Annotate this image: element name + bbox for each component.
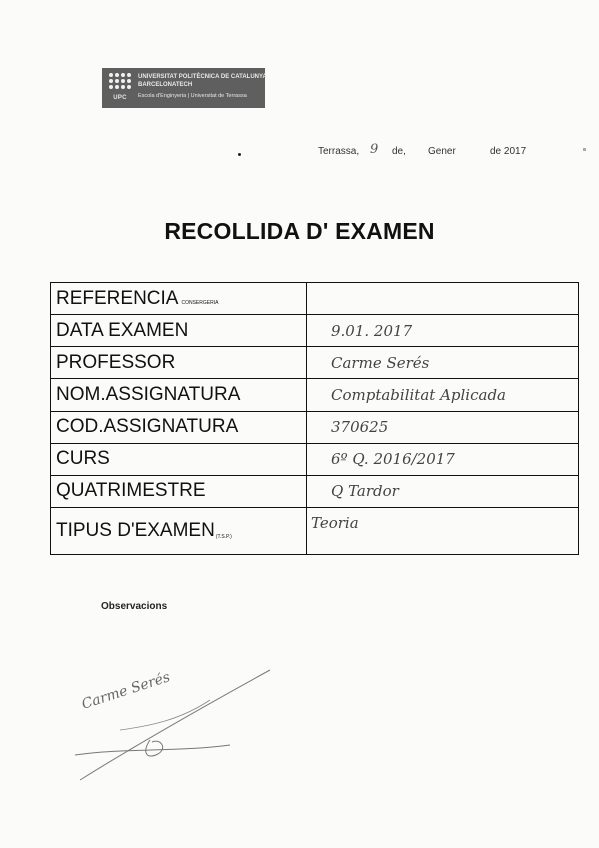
date-de: de, — [392, 146, 406, 157]
exam-info-table — [50, 282, 579, 555]
field-label: QUATRIMESTRE — [51, 475, 307, 507]
date-year: de 2017 — [490, 146, 527, 157]
observations-label: Observacions — [101, 601, 168, 612]
field-label-sub: CONSERGERIA — [181, 299, 219, 306]
upc-logo-icon — [108, 72, 132, 104]
field-label: DATA EXAMEN — [51, 315, 307, 347]
university-logo — [102, 68, 265, 108]
stray-dot — [238, 153, 241, 156]
logo-line-3: Escola d'Enginyeria | Universitat de Terrassa — [138, 93, 247, 99]
quatrimestre-value[interactable]: Q Tardor — [307, 475, 579, 507]
curs-value[interactable]: 6º Q. 2016/2017 — [307, 443, 579, 475]
field-label-text: REFERENCIA — [56, 287, 179, 309]
field-label: PROFESSOR — [51, 347, 307, 379]
logo-line-2: BARCELONATECH — [138, 82, 193, 88]
signature-strokes — [60, 660, 290, 810]
field-label: CURS — [51, 443, 307, 475]
data-examen-value[interactable]: 9.01. 2017 — [307, 315, 579, 347]
table-row — [51, 283, 579, 315]
table-row — [51, 411, 579, 443]
signature-text: Carme Serés — [79, 669, 173, 713]
page-title: RECOLLIDA D' EXAMEN — [164, 218, 435, 244]
professor-value[interactable]: Carme Serés — [307, 347, 579, 379]
table-row — [51, 315, 579, 347]
referencia-value[interactable] — [307, 283, 579, 315]
table-row — [51, 475, 579, 507]
field-label-sub: (T.S.P.) — [215, 534, 232, 540]
field-label: COD.ASSIGNATURA — [51, 411, 307, 443]
date-city: Terrassa, — [318, 146, 360, 157]
table-row — [51, 508, 579, 555]
field-label — [51, 283, 307, 315]
table-row — [51, 443, 579, 475]
date-month: Gener — [428, 146, 456, 157]
field-label: NOM.ASSIGNATURA — [51, 379, 307, 411]
table-row — [51, 347, 579, 379]
logo-mark-text: UPC — [113, 95, 127, 101]
date-day: 9 — [370, 142, 379, 157]
tipus-examen-value[interactable]: Teoria — [307, 508, 579, 555]
logo-line-1: UNIVERSITAT POLITÈCNICA DE CATALUNYA — [138, 74, 267, 80]
field-label — [51, 508, 307, 555]
field-label-text: TIPUS D'EXAMEN — [56, 520, 215, 541]
cod-assignatura-value[interactable]: 370625 — [307, 411, 579, 443]
edge-mark — [583, 148, 586, 151]
nom-assignatura-value[interactable]: Comptabilitat Aplicada — [307, 379, 579, 411]
table-row — [51, 379, 579, 411]
